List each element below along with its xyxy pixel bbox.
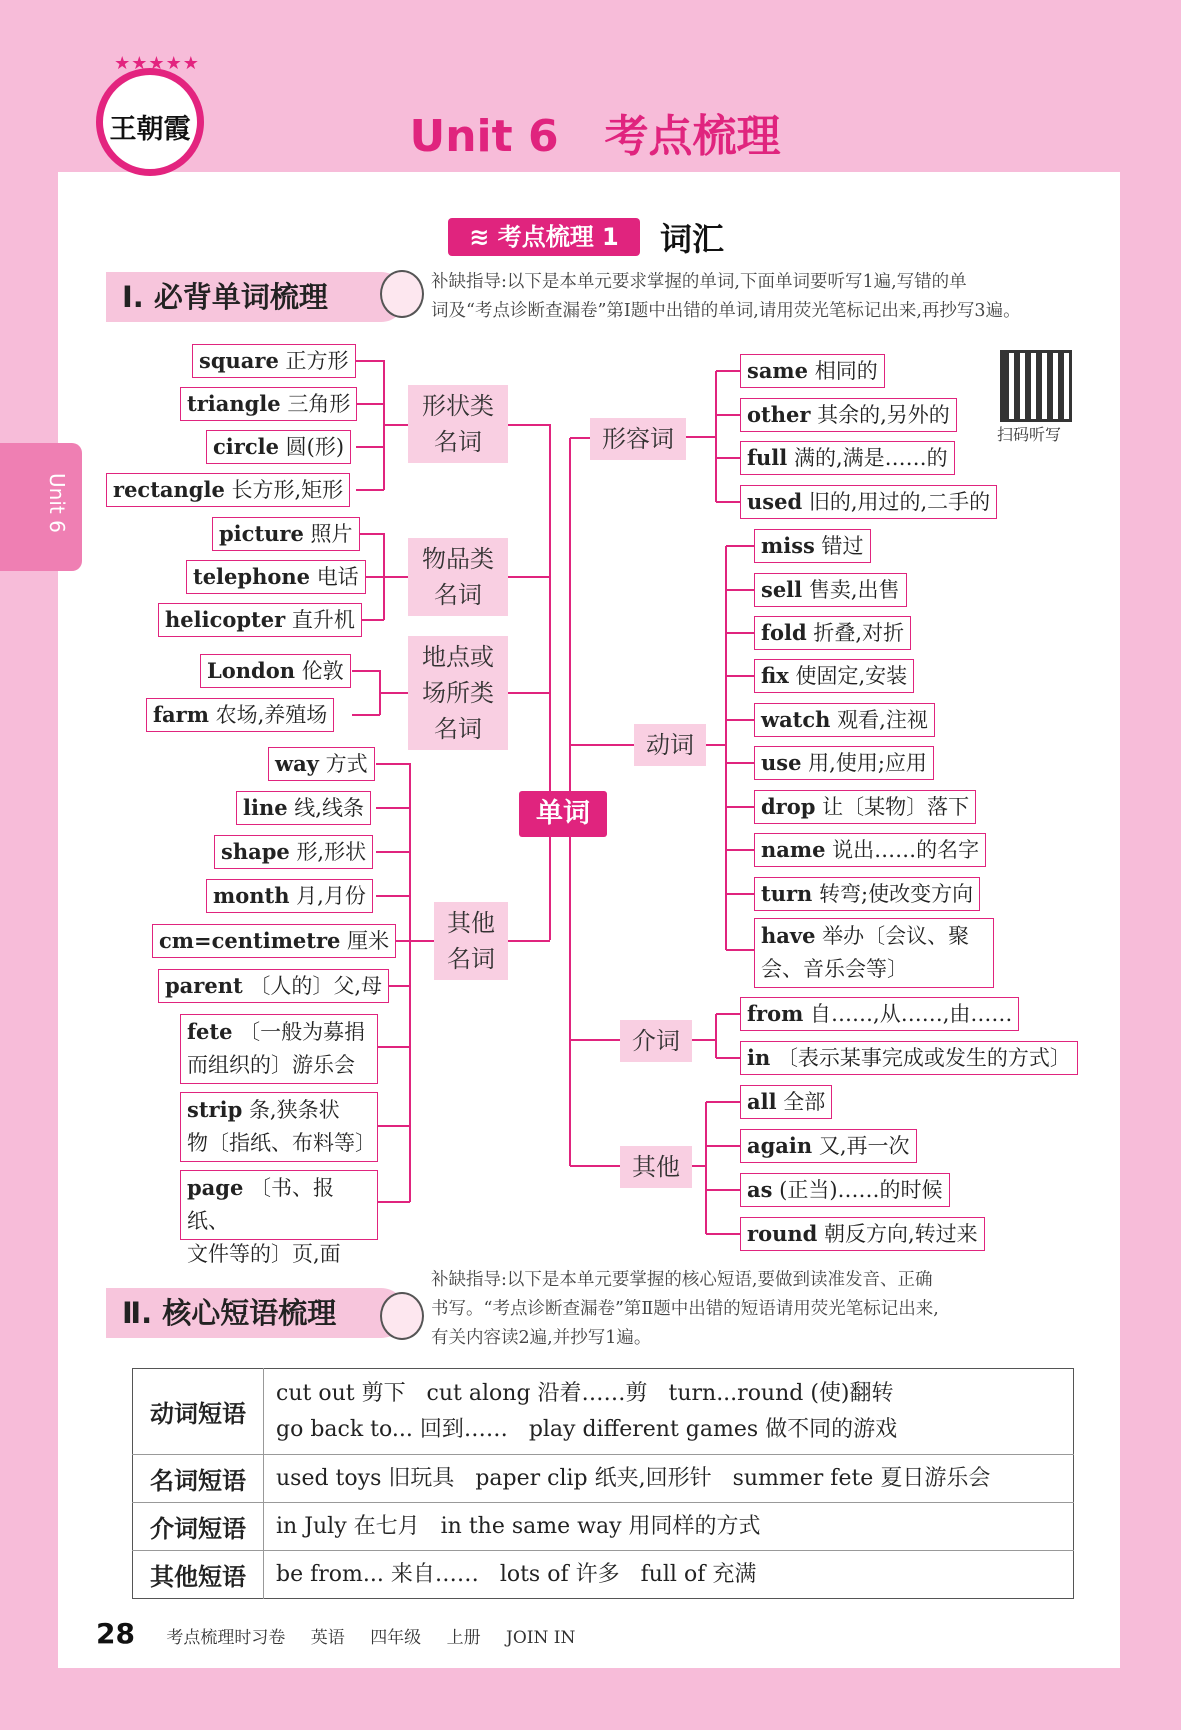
row-value: be from... 来自…… lots of 许多 full of 充满 bbox=[276, 1561, 757, 1587]
table-row bbox=[133, 1455, 1074, 1503]
word-box: other 其余的,另外的 bbox=[740, 398, 957, 432]
cat-object: 物品类 名词 bbox=[408, 538, 508, 616]
part2-guide-line2: 书写。“考点诊断查漏卷”第Ⅱ题中出错的短语请用荧光笔标记出来, bbox=[431, 1299, 939, 1319]
word-box: strip 条,狭条状 物〔指纸、布料等〕 bbox=[180, 1092, 378, 1162]
word-box: in 〔表示某事完成或发生的方式〕 bbox=[740, 1041, 1078, 1075]
row-key: 其他短语 bbox=[133, 1551, 264, 1599]
student-face-icon bbox=[380, 1292, 424, 1340]
word-box: use 用,使用;应用 bbox=[754, 746, 934, 780]
word-box: round 朝反方向,转过来 bbox=[740, 1217, 985, 1251]
footer-grade: 四年级 bbox=[370, 1628, 422, 1648]
part1-guide-line1: 补缺指导:以下是本单元要求掌握的单词,下面单词要听写1遍,写错的单 bbox=[431, 272, 967, 292]
cat-other-nouns: 其他 名词 bbox=[434, 902, 508, 980]
cat-shape: 形状类 名词 bbox=[408, 385, 508, 463]
part2-guide-line1: 补缺指导:以下是本单元要掌握的核心短语,要做到读准发音、正确 bbox=[431, 1270, 933, 1290]
cat-other: 其他 bbox=[620, 1146, 692, 1188]
row-value: in July 在七月 in the same way 用同样的方式 bbox=[264, 1503, 1074, 1551]
part1-guide-line2: 词及“考点诊断查漏卷”第Ⅰ题中出错的单词,请用荧光笔标记出来,再抄写3遍。 bbox=[431, 301, 1021, 321]
word-box: all 全部 bbox=[740, 1085, 832, 1119]
footer-subject: 英语 bbox=[310, 1628, 345, 1648]
word-box: helicopter 直升机 bbox=[158, 603, 362, 637]
row-value: cut out 剪下 cut along 沿着……剪 turn...round (使)翻转 go back to... 回到…… play different games 做不同的游戏 bbox=[264, 1369, 1074, 1455]
table-row bbox=[133, 1369, 1074, 1455]
qr-label: 扫码听写 bbox=[997, 425, 1062, 444]
word-box: have 举办〔会议、聚 会、音乐会等〕 bbox=[754, 918, 994, 988]
page-number: 28 bbox=[96, 1617, 135, 1650]
star-icons: ★★★★★ bbox=[114, 53, 200, 74]
footer-book: 考点梳理时习卷 bbox=[166, 1628, 286, 1648]
center-node: 单词 bbox=[519, 791, 607, 837]
word-box: London 伦敦 bbox=[200, 654, 351, 688]
row-key: 名词短语 bbox=[133, 1455, 264, 1503]
word-box: again 又,再一次 bbox=[740, 1129, 917, 1163]
word-box: sell 售卖,出售 bbox=[754, 573, 907, 607]
footer-term: 上册 bbox=[446, 1628, 481, 1648]
logo-text: 王朝霞 bbox=[109, 114, 191, 145]
word-box: drop 让〔某物〕落下 bbox=[754, 790, 976, 824]
word-box: as (正当)……的时候 bbox=[740, 1173, 950, 1207]
phrase-table bbox=[132, 1368, 1074, 1599]
part1-heading: Ⅰ. 必背单词梳理 bbox=[106, 272, 406, 322]
word-box: way 方式 bbox=[268, 747, 375, 781]
cat-place: 地点或 场所类 名词 bbox=[408, 636, 508, 750]
section-badge: ≋ 考点梳理 1 bbox=[448, 218, 640, 256]
row-key: 介词短语 bbox=[133, 1503, 264, 1551]
word-box: fete 〔一般为募捐 而组织的〕游乐会 bbox=[180, 1014, 378, 1084]
word-box: name 说出……的名字 bbox=[754, 833, 986, 867]
cat-adjective: 形容词 bbox=[590, 418, 686, 460]
table-row bbox=[133, 1503, 1074, 1551]
page-title: Unit 6 考点梳理 bbox=[409, 111, 781, 162]
word-box: miss 错过 bbox=[754, 529, 871, 563]
cat-verb: 动词 bbox=[634, 724, 706, 766]
row-key: 动词短语 bbox=[133, 1369, 264, 1455]
side-tab-label: Unit 6 bbox=[45, 473, 69, 533]
word-box: farm 农场,养殖场 bbox=[146, 698, 334, 732]
word-box: turn 转弯;使改变方向 bbox=[754, 877, 980, 911]
table-row bbox=[133, 1551, 1074, 1599]
word-box: from 自……,从……,由…… bbox=[740, 997, 1019, 1031]
row-value: used toys 旧玩具 paper clip 纸夹,回形针 summer fete 夏日游乐会 bbox=[264, 1455, 1074, 1503]
word-box: rectangle 长方形,矩形 bbox=[106, 473, 350, 507]
word-box: page 〔书、报纸、 文件等的〕页,面 bbox=[180, 1170, 378, 1240]
word-box: fold 折叠,对折 bbox=[754, 616, 911, 650]
word-box: full 满的,满是……的 bbox=[740, 441, 955, 475]
word-box: used 旧的,用过的,二手的 bbox=[740, 485, 997, 519]
page-footer bbox=[96, 1617, 595, 1650]
cat-preposition: 介词 bbox=[620, 1020, 692, 1062]
word-box: triangle 三角形 bbox=[180, 387, 357, 421]
section-title: 词汇 bbox=[660, 220, 725, 258]
word-box: square 正方形 bbox=[192, 344, 356, 378]
word-box: parent 〔人的〕父,母 bbox=[158, 969, 389, 1003]
word-box: watch 观看,注视 bbox=[754, 703, 935, 737]
word-box: line 线,线条 bbox=[236, 791, 371, 825]
part2-heading: Ⅱ. 核心短语梳理 bbox=[106, 1288, 406, 1338]
word-box: same 相同的 bbox=[740, 354, 885, 388]
word-box: month 月,月份 bbox=[206, 879, 373, 913]
word-box: telephone 电话 bbox=[186, 560, 366, 594]
word-box: shape 形,形状 bbox=[214, 835, 373, 869]
footer-edition: JOIN IN bbox=[506, 1628, 576, 1648]
word-box: cm=centimetre 厘米 bbox=[152, 924, 396, 958]
word-box: fix 使固定,安装 bbox=[754, 659, 914, 693]
part2-guide-line3: 有关内容读2遍,并抄写1遍。 bbox=[431, 1328, 652, 1348]
word-box: picture 照片 bbox=[212, 517, 360, 551]
word-box: circle 圆(形) bbox=[206, 430, 351, 464]
